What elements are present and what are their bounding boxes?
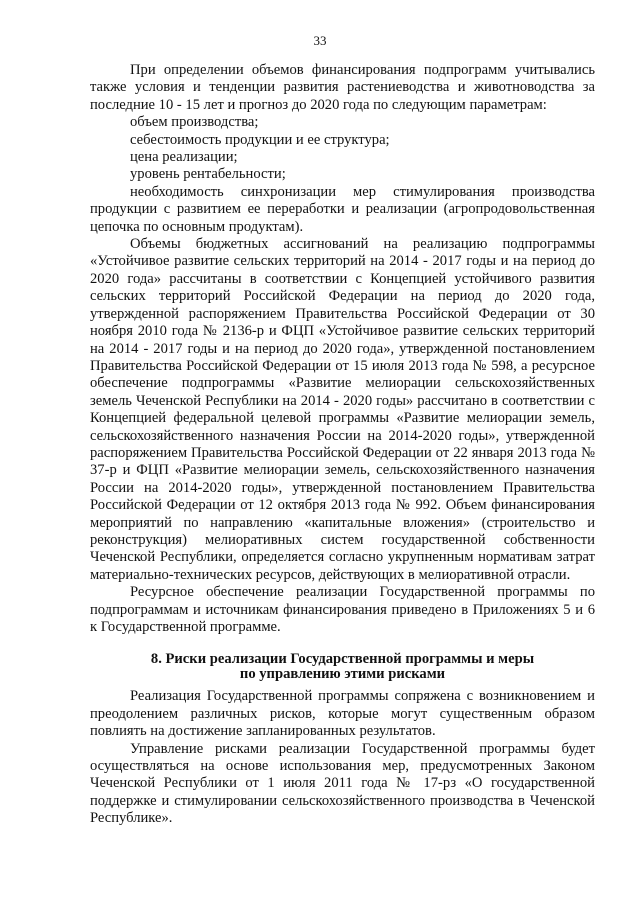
list-item: объем производства; bbox=[130, 114, 259, 131]
paragraph-resource-provision: Ресурсное обеспечение реализации Государственной программы по подпрограммам и источникам финансирования приведено в Приложениях 5 и 6 к Государственной программе. bbox=[90, 584, 595, 635]
page-number: 33 bbox=[313, 33, 327, 48]
list-item: цена реализации; bbox=[130, 149, 238, 166]
list-item: уровень рентабельности; bbox=[130, 166, 286, 183]
section-heading-line-2: по управлению этими рисками bbox=[239, 666, 446, 683]
list-item: себестоимость продукции и ее структура; bbox=[130, 131, 390, 148]
paragraph-risk-management: Управление рисками реализации Государственной программы будет осуществляться на основе использования мер, предусмотренных Законом Чеченской Республики от 1 июля 2011 года № 17-рз «О государственной поддержке и стимулировании сельскохозяйственного производства в Чеченской Республике». bbox=[90, 740, 595, 827]
paragraph-synchronization: необходимость синхронизации мер стимулирования производства продукции с развитием ее переработки и реализации (агропродовольственная цепочка по основным продуктам). bbox=[90, 183, 595, 235]
document-body bbox=[90, 62, 595, 828]
section-heading bbox=[90, 652, 595, 682]
paragraph-risks: Реализация Государственной программы сопряжена с возникновением и преодолением различных рисков, которые могут существенным образом повлиять на достижение запланированных результатов. bbox=[90, 688, 595, 740]
section-heading-line-1: 8. Риски реализации Государственной программы и меры bbox=[150, 651, 535, 668]
paragraph-financing-criteria: При определении объемов финансирования подпрограмм учитывались также условия и тенденции развития растениеводства и животноводства за последние 10 - 15 лет и прогноз до 2020 года по следующим параметрам: bbox=[90, 62, 595, 113]
paragraph-budget-allocations: Объемы бюджетных ассигнований на реализацию подпрограммы «Устойчивое развитие сельских территорий на 2014 - 2017 годы и на период до 2020 года» рассчитаны в соответствии с Концепцией устойчивого развития сельских территорий Российской Федерации на период до 2020 года, утвержденной распоряжением Правительства Российской Федерации от 30 ноября 2010 года № 2136-р и ФЦП «Устойчивое развитие сельских территорий на 2014 - 2017 годы и на период до 2020 года», утвержденной постановлением Правительства Российской Федерации от 15 июля 2013 года № 598, а ресурсное обеспечение подпрограммы «Развитие мелиорации сельскохозяйственных земель Чеченской Республики на 2014 - 2020 годы» рассчитано в соответствии с Концепцией федеральной целевой программы «Развитие мелиорации земель, сельскохозяйственного назначения России на 2014-2020 годы», утвержденной распоряжением Правительства Российской Федерации от 22 января 2013 года № 37-р и ФЦП «Развитие мелиорации земель, сельскохозяйственного назначения России на 2014-2020 годы», утвержденной постановлением Правительства Российской Федерации от 12 октября 2013 года № 992. Объем финансирования мероприятий по направлению «капитальные вложения» (строительство и реконструкция) мелиоративных систем государственной собственности Чеченской Республики, определяется согласно укрупненным нормативам затрат материально-технических ресурсов, действующих в мелиоративной отрасли. bbox=[90, 236, 595, 583]
